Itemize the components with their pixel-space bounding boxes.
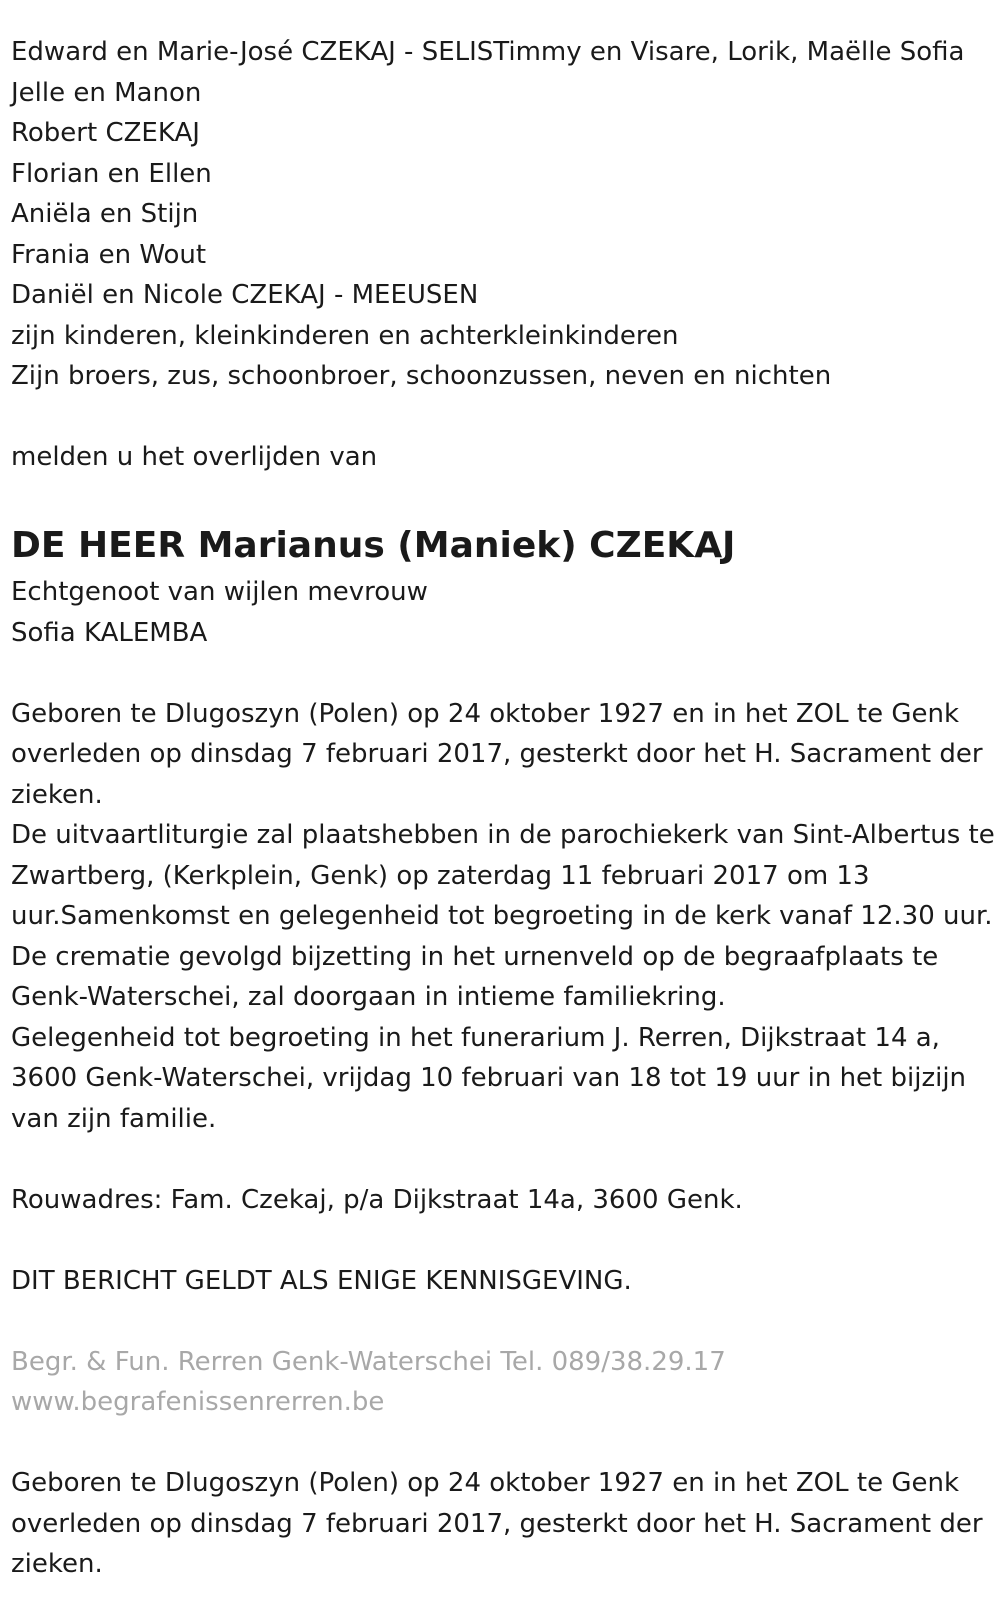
obituary-notice [11,32,996,1585]
birth-death-paragraph: Geboren te Dlugoszyn (Polen) op 24 oktober 1927 en in het ZOL te Genk overleden op dinsdag 7 februari 2017, gesterkt door het H. Sacrament der zieken. [11,698,983,810]
spacer [11,1423,996,1464]
family-list [11,32,996,397]
spacer [11,1220,996,1261]
spacer [11,478,996,519]
spacer [11,653,996,694]
family-line: zijn kinderen, kleinkinderen en achterkleinkinderen [11,320,679,351]
spacer [11,397,996,438]
funeral-home-website: www.begrafenissenrerren.be [11,1387,385,1417]
liturgy-paragraph: De uitvaartliturgie zal plaatshebben in de parochiekerk van Sint-Albertus te Zwartberg, (Kerkplein, Genk) op zaterdag 11 februari 2017 om 13 uur.Samenkomst en gelegenheid tot begroeting in de kerk vanaf 12.30 uur. [11,820,995,931]
deceased-name: DE HEER Marianus (Maniek) CZEKAJ [11,525,736,566]
cremation-paragraph: De crematie gevolgd bijzetting in het urnenveld op de begraafplaats te Genk-Waterschei, zal doorgaan in intieme familiekring. [11,941,939,1012]
mourning-address: Rouwadres: Fam. Czekaj, p/a Dijkstraat 14a, 3600 Genk. [11,1184,743,1215]
funeral-home-info: Begr. & Fun. Rerren Genk-Waterschei Tel. 089/38.29.17 [11,1346,726,1377]
family-line: Edward en Marie-José CZEKAJ - SELISTimmy en Visare, Lorik, Maëlle Sofia [11,37,965,67]
spouse-name: Sofia KALEMBA [11,617,208,648]
visitation-paragraph: Gelegenheid tot begroeting in het funerarium J. Rerren, Dijkstraat 14 a, 3600 Genk-Waterschei, vrijdag 10 februari van 18 tot 19 uur in het bijzijn van zijn familie. [11,1022,967,1134]
family-line: Daniël en Nicole CZEKAJ - MEEUSEN [11,280,479,310]
family-line: Florian en Ellen [11,158,212,189]
announcement-text: melden u het overlijden van [11,442,378,472]
family-line: Zijn broers, zus, schoonbroer, schoonzussen, neven en nichten [11,361,832,391]
repeated-birth-paragraph: Geboren te Dlugoszyn (Polen) op 24 oktober 1927 en in het ZOL te Genk overleden op dinsdag 7 februari 2017, gesterkt door het H. Sacrament der zieken. [11,1468,983,1579]
family-line: Aniëla en Stijn [11,199,199,229]
family-line: Jelle en Manon [11,77,202,108]
spacer [11,1301,996,1342]
spouse-line: Echtgenoot van wijlen mevrouw [11,577,428,607]
notice-text: DIT BERICHT GELDT ALS ENIGE KENNISGEVING. [11,1265,632,1296]
family-line: Robert CZEKAJ [11,118,200,148]
spacer [11,1139,996,1180]
family-line: Frania en Wout [11,239,207,270]
